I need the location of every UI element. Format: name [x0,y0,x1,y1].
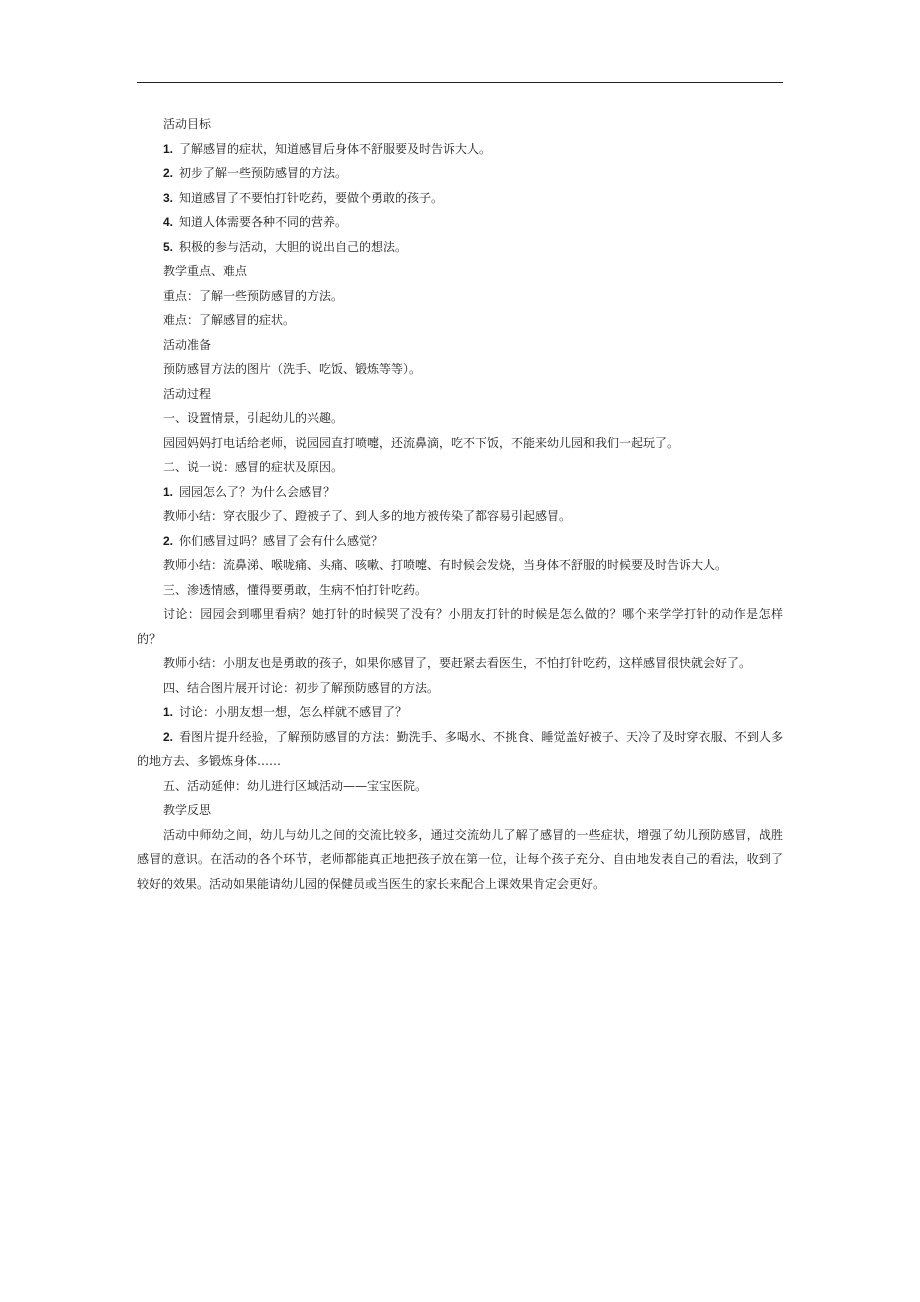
goal-item-3 [137,186,783,211]
question-number: 1. [163,484,174,499]
goal-text: 初步了解一些预防感冒的方法。 [179,166,348,180]
goal-number: 1. [163,141,174,156]
goal-text: 积极的参与活动，大胆的说出自己的想法。 [179,239,408,254]
step2-summary-1: 教师小结：穿衣服少了、蹬被子了、到人多的地方被传染了都容易引起感冒。 [163,509,572,523]
key-point: 重点：了解一些预防感冒的方法。 [163,288,344,303]
goal-number: 3. [163,190,174,205]
preparation-text: 预防感冒方法的图片（洗手、吃饭、锻炼等等）。 [163,362,422,376]
goal-item-5 [137,235,783,260]
goal-text: 了解感冒的症状，知道感冒后身体不舒服要及时告诉大人。 [179,141,492,156]
document-body [137,112,783,896]
question-text: 你们感冒过吗？感冒了会有什么感觉？ [179,533,384,548]
step3-summary: 教师小结：小朋友也是勇敢的孩子，如果你感冒了，要赶紧去看医生，不怕打针吃药，这样感冒很快就会好了。 [163,656,752,670]
header-rule [137,82,783,83]
step3-discussion: 讨论：园园会到哪里看病？她打针的时候哭了没有？小朋友打针的时候是怎么做的？哪个来学学打针的动作是怎样的？ [137,607,783,646]
goal-number: 5. [163,239,174,254]
step4-question-2 [137,725,783,774]
goal-item-4 [137,210,783,235]
step4-title: 四、结合图片展开讨论：初步了解预防感冒的方法。 [163,680,440,695]
heading-reflection: 教学反思 [163,803,212,817]
goal-item-1 [137,137,783,162]
goal-number: 4. [163,215,174,229]
heading-process: 活动过程 [163,386,212,401]
step2-question-1 [137,480,783,505]
step5-title: 五、活动延伸：幼儿进行区域活动——宝宝医院。 [163,778,428,793]
question-number: 1. [163,705,174,719]
step2-summary-2: 教师小结：流鼻涕、喉咙痛、头痛、咳嗽、打喷嚏、有时候会发烧，当身体不舒服的时候要及时告诉大人。 [163,558,728,572]
question-number: 2. [163,533,174,548]
heading-goals: 活动目标 [163,117,212,131]
goal-item-2 [137,161,783,186]
question-text: 园园怎么了？为什么会感冒？ [179,484,336,499]
question-number: 2. [163,729,174,744]
question-text: 看图片提升经验，了解预防感冒的方法：勤洗手、多喝水、不挑食、睡觉盖好被子、天冷了及时穿衣服、不到人多的地方去、多锻炼身体…… [137,729,783,768]
step1-text: 园园妈妈打电话给老师，说园园直打喷嚏，还流鼻滴，吃不下饭，不能来幼儿园和我们一起玩了。 [163,435,680,450]
goal-text: 知道感冒了不要怕打针吃药，要做个勇敢的孩子。 [179,190,444,205]
step1-title: 一、设置情景，引起幼儿的兴趣。 [163,411,344,425]
step2-question-2 [137,529,783,554]
step3-title: 三、渗透情感，懂得要勇敢，生病不怕打针吃药。 [163,582,428,597]
step2-title: 二、说一说：感冒的症状及原因。 [163,460,344,474]
heading-key-points: 教学重点、难点 [163,264,248,278]
reflection-text: 活动中师幼之间，幼儿与幼儿之间的交流比较多，通过交流幼儿了解了感冒的一些症状，增强了幼儿预防感冒，战胜感冒的意识。在活动的各个环节，老师都能真正地把孩子放在第一位，让每个孩子充分、自由地发表自己的看法，收到了较好的效果。活动如果能请幼儿园的保健员或当医生的家长来配合上课效果肯定会更好。 [137,827,783,891]
question-text: 讨论：小朋友想一想，怎么样就不感冒了？ [179,705,408,719]
heading-preparation: 活动准备 [163,337,212,352]
goal-text: 知道人体需要各种不同的营养。 [179,215,348,229]
difficult-point: 难点：了解感冒的症状。 [163,313,296,327]
goal-number: 2. [163,166,174,180]
step4-question-1 [137,700,783,725]
